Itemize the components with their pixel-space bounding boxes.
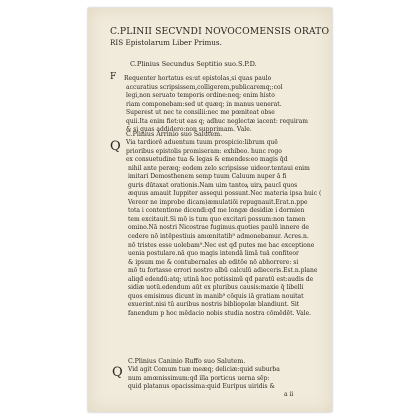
text-line: quid platanus opacissima:quid Euripus uiridis & xyxy=(128,383,275,391)
letter-heading-caninio xyxy=(88,358,332,366)
subtitle-line: RIS Epistolarum Liber Primus. xyxy=(110,38,222,47)
text-line: Requenter hortatus es:ut epistolas,si quas paulo xyxy=(124,75,272,82)
text-line: num amœnissimum:qđ illa porticus uerna sēp: xyxy=(128,374,270,382)
text-line: Superest ut nec te consilii:nec me pœniteat obse xyxy=(126,109,275,116)
text-line: aliqđ edendū:atq; utinā hoc potissimū qđ paratū est:audis de xyxy=(128,275,314,283)
text-line: cedere nō intēpestiuis amœnitatib⁹ admonebamur. Acres.n. xyxy=(128,233,309,241)
text-line: mō tu fortasse errori nostro albū calculū adieceris.Est.n.plane xyxy=(128,267,318,275)
letter-caninio-body xyxy=(88,366,332,392)
title-line: C.PLINII SECVNDI NOVOCOMENSIS ORATO xyxy=(110,26,330,37)
text-line: accuratius scripsissem,colligerem,publicaremq;:col xyxy=(126,83,283,91)
text-line: & si quas addidero:non supprimam. Vale. xyxy=(126,126,252,133)
text-line: æquus amauit Iuppiter assequi possunt.Nec materia ipsa huic ( xyxy=(128,190,322,198)
letter-septitio-body xyxy=(88,75,332,135)
text-line: quos emisimus dicunt̄ in manib⁹ cōquis iā gratiam nouitat xyxy=(128,292,304,300)
text-line: tota i contentione dicendi:qđ me longæ desidiæ i dormien xyxy=(128,207,305,215)
text-line: riam componebam:sed ut quæq; in manus uenerat. xyxy=(126,100,282,108)
initial-capital-q: Q xyxy=(112,365,123,380)
letter-heading-arrinio xyxy=(88,131,332,139)
letter-heading-septitio xyxy=(88,60,332,68)
book-title xyxy=(88,26,332,38)
letter-arrinio-body xyxy=(88,139,332,318)
text-line: quii.Ita enim fiet:ut eas q; adhuc neglectæ iacent: requiram xyxy=(126,117,308,125)
text-line: exuerint.nisi tū auribus nostris bibliopolæ blandiunt̄. Sit xyxy=(128,301,300,309)
text-line: Via tardiorē aduentum tuum prospicio:librum quē xyxy=(126,139,278,146)
text-line: fanendum p hoc mēdacio nobis studia nostra cōmēdēt. Vale. xyxy=(128,309,312,317)
text-line: sidiæ uotū.edendum aūt ex pluribus causis:maxie q̄ libelli xyxy=(128,284,304,292)
text-line: prioribus epistolis promiseram: exhibeo. hunc rogo xyxy=(126,147,282,155)
heading-text: C.Plinius Arrinio suo Salutem. xyxy=(126,131,223,138)
book-subtitle xyxy=(88,38,332,47)
text-line: legi,non seruato temporis ordine:neq; enim histo xyxy=(126,92,275,99)
text-line: guris dūtaxat orationis.Nam uim tantoꝝ uirꝝ paucī quos xyxy=(128,181,298,189)
text-line: & ipsum me & contubernales ab editōe nō abhorrere: si xyxy=(128,258,299,266)
text-line: Vereor ne improbe dicam)æmulatiōi repugnauit.Erat.n.ppe xyxy=(128,198,308,206)
text-line: omino.Nā nostri Nicostrae fugimus.quoties paulū innere de xyxy=(128,224,309,232)
initial-capital-q: Q xyxy=(110,139,121,154)
book-page xyxy=(88,8,332,412)
text-line: ex consuetudine tua & legas & emendes:eo magis q̄d xyxy=(126,156,288,164)
text-line: imitari Demosthenem semp tuum Caluum nuper ā fi xyxy=(128,173,287,181)
heading-text: C.Plinius Caninio Ruffo suo Salutem. xyxy=(128,358,246,365)
text-line: Vid agit Comum tuæ meæq; deliciæ:quid suburba xyxy=(128,366,280,373)
text-line: nō tristes esse uolebam⁹.Nec est qđ putes me hac exceptione xyxy=(128,241,315,249)
text-line: nihil ante peræq; eodem zelo scripsisse uideor.tentaui enim xyxy=(128,164,310,172)
heading-text: C.Plinius Secundus Septitio suo.S.P.D. xyxy=(130,60,257,68)
guide-letter-f: F xyxy=(110,72,117,82)
text-line: tem excitauit.Si mō is tum quo excitari possum:non tamen xyxy=(128,215,306,223)
signature-mark: a ii xyxy=(284,391,294,398)
text-line: uenia postulare.nā quo magis intendā limā tuā confiteor xyxy=(128,250,299,258)
